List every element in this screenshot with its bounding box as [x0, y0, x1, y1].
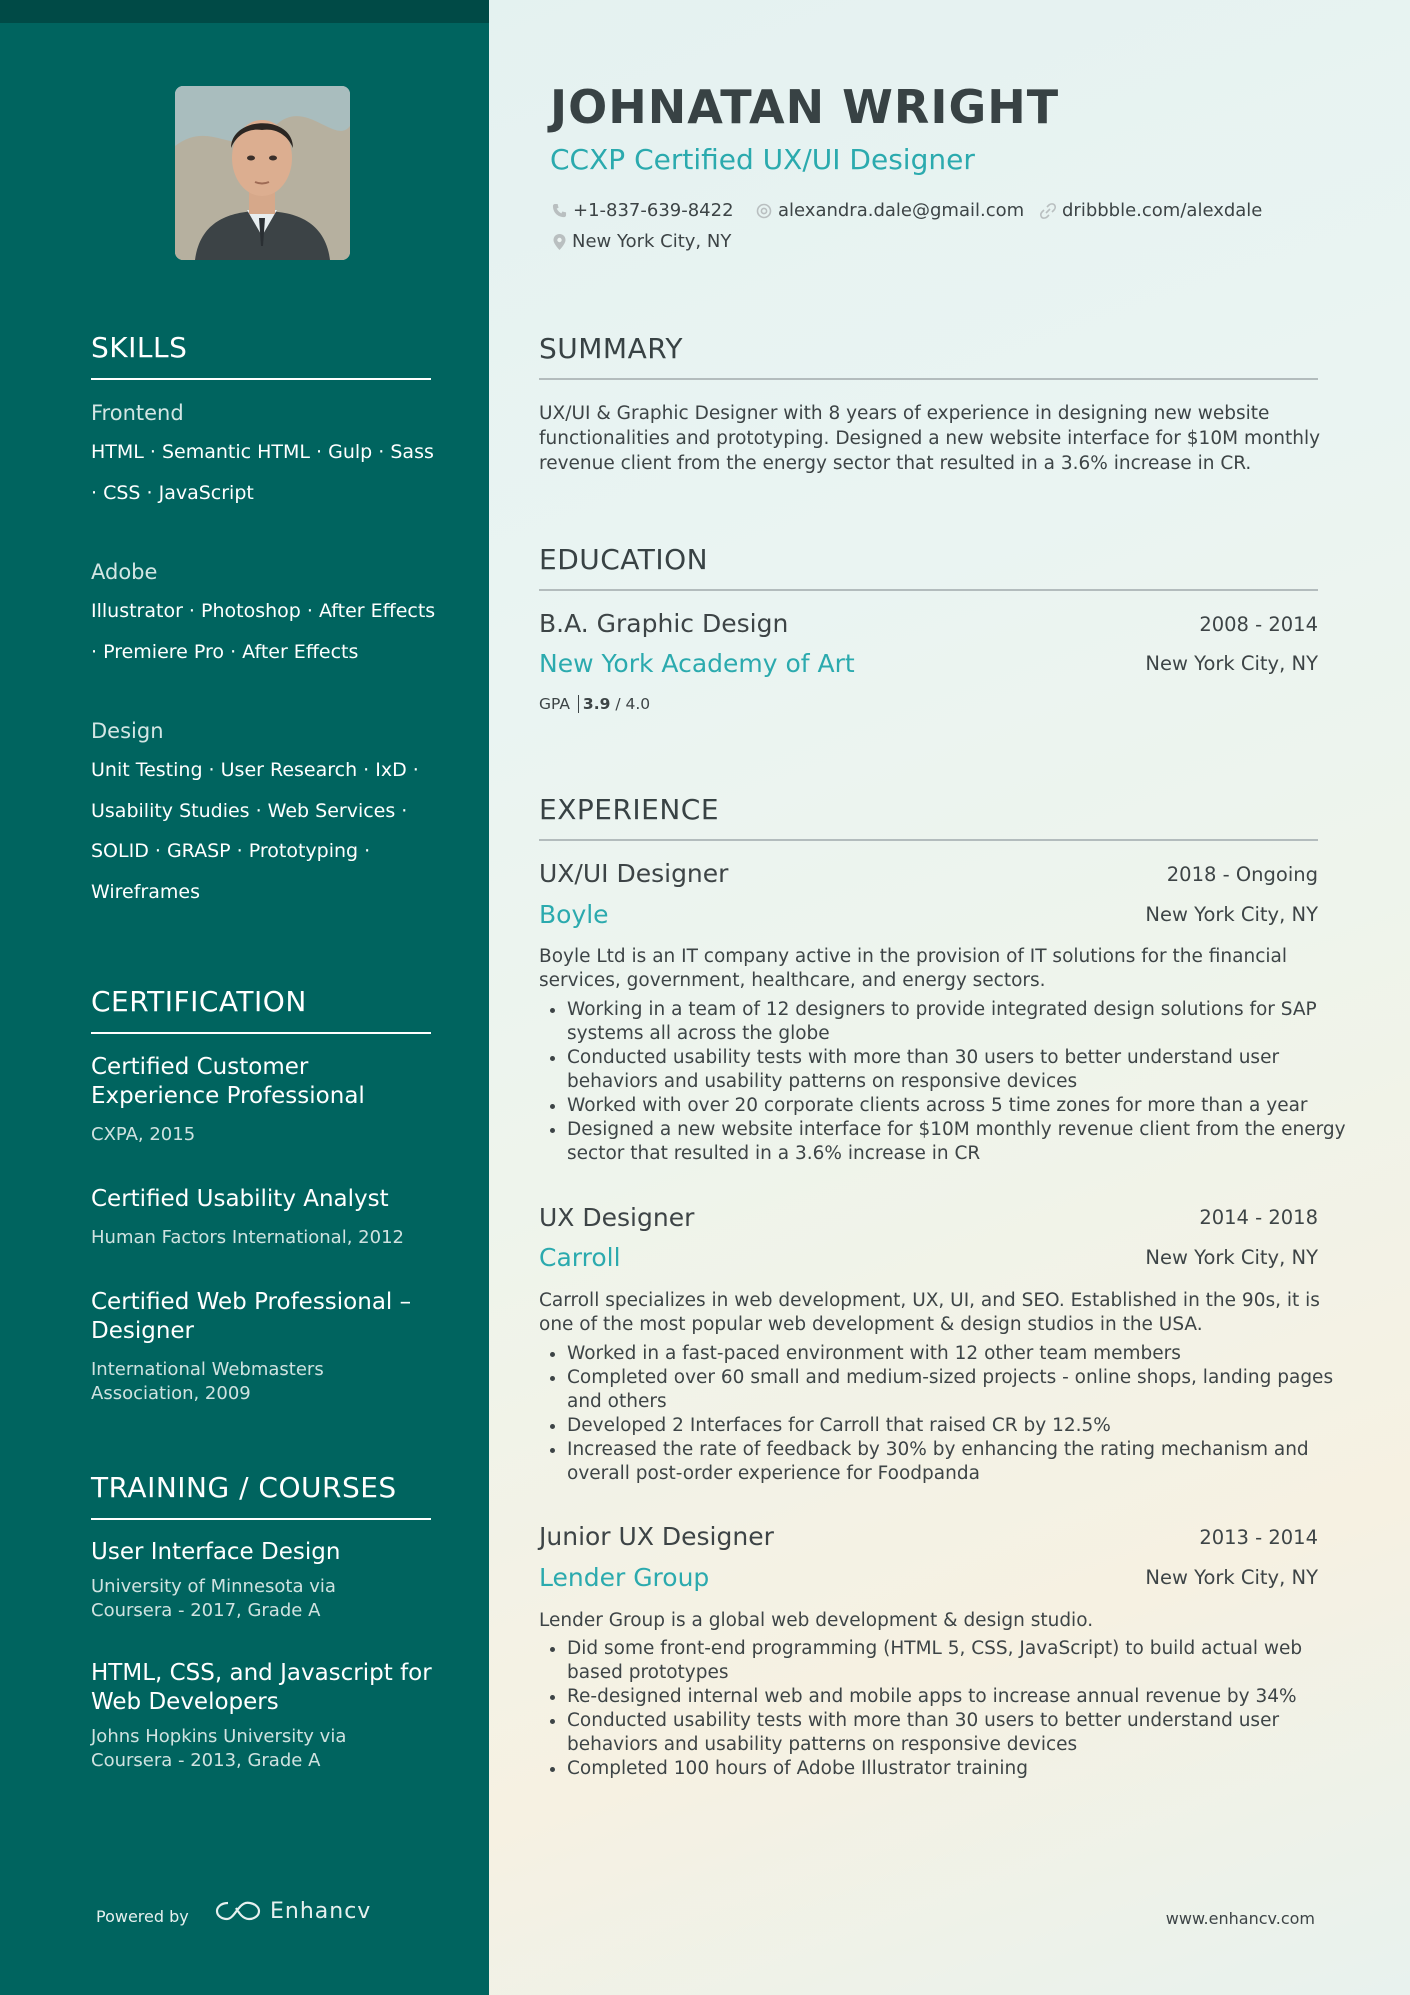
- job-dates: 2018 - Ongoing: [1166, 863, 1318, 886]
- experience-title: EXPERIENCE: [539, 793, 720, 826]
- website-text: dribbble.com/alexdale: [1062, 200, 1263, 221]
- job-title: UX Designer: [539, 1203, 695, 1232]
- contact-location: [553, 231, 731, 252]
- achievement-item: • Completed over 60 small and medium-sized projects - online shops, landing pages and others: [567, 1366, 1347, 1414]
- course-name: User Interface Design: [91, 1539, 341, 1565]
- skill-category-adobe: Adobe: [91, 560, 158, 584]
- summary-text: UX/UI & Graphic Designer with 8 years of experience in designing new website functionalities and prototyping. Designed a new website interface for $10M monthly revenue client from the energy sector that resulted in a 3.6% increase in CR.: [539, 403, 1321, 474]
- contact-email[interactable]: [756, 200, 1024, 221]
- course-org: University of Minnesota via Coursera - 2017, Grade A: [91, 1576, 336, 1621]
- summary-title: SUMMARY: [539, 332, 684, 365]
- enhancv-logo[interactable]: [214, 1898, 371, 1924]
- link-icon: [1040, 203, 1056, 219]
- achievement-item: • Conducted usability tests with more than 30 users to better understand user behaviors and usability patterns on responsive devices: [567, 1709, 1347, 1757]
- degree-name: B.A. Graphic Design: [539, 609, 789, 638]
- sidebar-top-bar: [0, 0, 489, 23]
- achievement-item: • Worked in a fast-paced environment with 12 other team members: [567, 1342, 1347, 1366]
- job-title: UX/UI Designer: [539, 859, 729, 888]
- skill-category-frontend: Frontend: [91, 401, 184, 425]
- training-title: TRAINING / COURSES: [91, 1471, 397, 1504]
- candidate-title: CCXP Certified UX/UI Designer: [550, 143, 975, 176]
- gpa-max: / 4.0: [615, 695, 651, 713]
- achievement-item: • Completed 100 hours of Adobe Illustrator training: [567, 1757, 1347, 1781]
- achievement-item: • Working in a team of 12 designers to provide integrated design solutions for SAP systems all across the globe: [567, 998, 1347, 1046]
- certification-divider: [91, 1032, 431, 1034]
- education-title: EDUCATION: [539, 543, 709, 576]
- phone-text: +1-837-639-8422: [573, 200, 734, 221]
- gpa-value: 3.9: [582, 695, 611, 713]
- certification-org: Human Factors International, 2012: [91, 1227, 404, 1248]
- achievement-item: • Increased the rate of feedback by 30% by enhancing the rating mechanism and overall post-order experience for Foodpanda: [567, 1438, 1347, 1486]
- job-location: New York City, NY: [1145, 1246, 1318, 1269]
- summary-divider: [539, 378, 1318, 380]
- skill-list-adobe: Illustrator · Photoshop · After Effects · Premiere Pro · After Effects: [91, 600, 436, 663]
- gpa-label: GPA: [539, 695, 570, 713]
- education-divider: [539, 589, 1318, 591]
- at-icon: [756, 203, 772, 219]
- certification-title: CERTIFICATION: [91, 985, 307, 1018]
- course-org: Johns Hopkins University via Coursera - 2013, Grade A: [91, 1726, 347, 1771]
- candidate-name: JOHNATAN WRIGHT: [550, 80, 1060, 134]
- profile-photo: [175, 86, 350, 260]
- company-description: Lender Group is a global web development & design studio.: [539, 1610, 1094, 1631]
- company-name: Boyle: [539, 900, 609, 929]
- contact-phone[interactable]: [552, 200, 734, 221]
- achievement-item: • Conducted usability tests with more than 30 users to better understand user behaviors and usability patterns on responsive devices: [567, 1046, 1347, 1094]
- achievement-item: • Did some front-end programming (HTML 5, CSS, JavaScript) to build actual web based prototypes: [567, 1637, 1347, 1685]
- email-text: alexandra.dale@gmail.com: [778, 200, 1025, 221]
- contact-website[interactable]: [1040, 200, 1262, 221]
- certification-org: International Webmasters Association, 2009: [91, 1359, 324, 1404]
- skill-list-design: Unit Testing · User Research · IxD · Usability Studies · Web Services · SOLID · GRASP · Prototyping · Wireframes: [91, 759, 419, 903]
- location-pin-icon: [553, 234, 566, 250]
- gpa-row: [539, 695, 650, 713]
- company-description: Carroll specializes in web development, UX, UI, and SEO. Established in the 90s, it is one of the most popular web development & design studios in the USA.: [539, 1290, 1320, 1335]
- person-portrait-icon: [175, 86, 350, 260]
- company-name: Lender Group: [539, 1563, 710, 1592]
- skill-list-frontend: HTML · Semantic HTML · Gulp · Sass · CSS · JavaScript: [91, 441, 434, 504]
- certification-name: Certified Customer Experience Professional: [91, 1054, 365, 1109]
- sidebar: [0, 0, 489, 1995]
- education-dates: 2008 - 2014: [1199, 613, 1318, 636]
- achievement-item: • Developed 2 Interfaces for Carroll that raised CR by 12.5%: [567, 1414, 1347, 1438]
- training-divider: [91, 1518, 431, 1520]
- location-text: New York City, NY: [572, 231, 732, 252]
- job-achievements: [539, 1342, 1347, 1486]
- certification-name: Certified Web Professional – Designer: [91, 1289, 412, 1344]
- powered-by-label: Powered by: [96, 1907, 189, 1926]
- phone-icon: [552, 203, 567, 218]
- job-achievements: [539, 1637, 1347, 1781]
- job-dates: 2013 - 2014: [1199, 1526, 1318, 1549]
- enhancv-logo-icon: [214, 1898, 262, 1924]
- skills-divider: [91, 378, 431, 380]
- skill-category-design: Design: [91, 719, 164, 743]
- job-location: New York City, NY: [1145, 1566, 1318, 1589]
- job-location: New York City, NY: [1145, 903, 1318, 926]
- enhancv-brand-name: Enhancv: [270, 1898, 372, 1924]
- company-name: Carroll: [539, 1243, 621, 1272]
- school-name: New York Academy of Art: [539, 649, 855, 678]
- skills-title: SKILLS: [91, 331, 188, 364]
- experience-divider: [539, 839, 1318, 841]
- certification-org: CXPA, 2015: [91, 1124, 196, 1145]
- achievement-item: • Re-designed internal web and mobile apps to increase annual revenue by 34%: [567, 1685, 1347, 1709]
- achievement-item: • Worked with over 20 corporate clients across 5 time zones for more than a year: [567, 1094, 1347, 1118]
- job-achievements: [539, 998, 1347, 1166]
- course-name: HTML, CSS, and Javascript for Web Developers: [91, 1660, 432, 1715]
- job-dates: 2014 - 2018: [1199, 1206, 1318, 1229]
- certification-name: Certified Usability Analyst: [91, 1186, 389, 1212]
- achievement-item: • Designed a new website interface for $10M monthly revenue client from the energy sector that resulted in a 3.6% increase in CR: [567, 1118, 1347, 1166]
- enhancv-website-link[interactable]: www.enhancv.com: [1165, 1909, 1315, 1928]
- company-description: Boyle Ltd is an IT company active in the provision of IT solutions for the financial services, government, healthcare, and energy sectors.: [539, 946, 1287, 991]
- job-title: Junior UX Designer: [539, 1522, 774, 1551]
- education-location: New York City, NY: [1145, 652, 1318, 675]
